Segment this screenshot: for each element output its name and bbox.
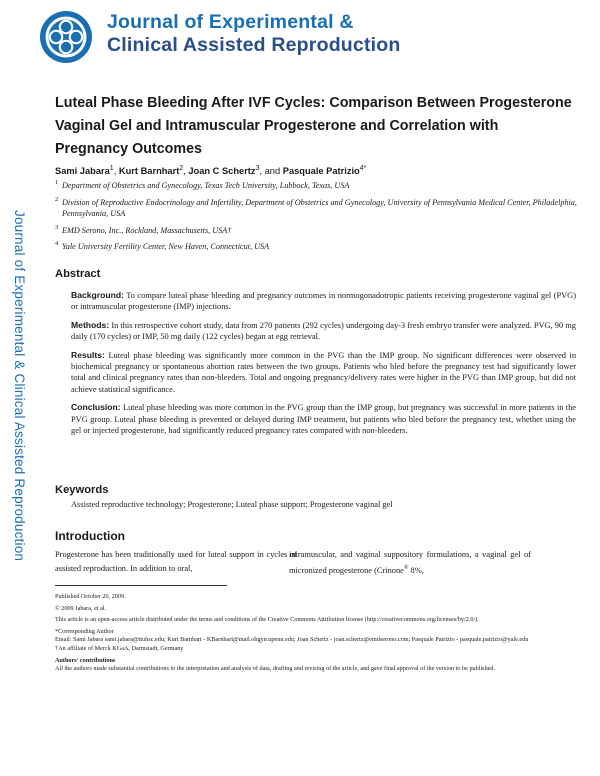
affiliation bbox=[55, 225, 580, 237]
abstract-conclusion bbox=[71, 402, 576, 436]
affiliation bbox=[55, 197, 580, 220]
contributions-heading: Authors' contributions bbox=[55, 656, 116, 664]
abstract-methods bbox=[71, 320, 576, 343]
author-emails: Email: Sami Jabara sami.jabara@ttuhsc.edu; Kurt Barnhart - KBarnhart@mail.obgyn.upenn.edu; Joan Schertz - joan.schertz@emdserono.com; Pasquale Patrizio - pasquale.patrizio@yale.edu bbox=[55, 636, 529, 644]
author-list: Sami Jabara$^1$, Kurt Barnhart$^2$, Joan C Schertz$^3$, and Pasquale Patrizio$^{4*}$ bbox=[55, 165, 367, 177]
affiliation-text: Yale University Fertility Center, New Haven, Connecticut, USA bbox=[62, 242, 270, 251]
footnotes bbox=[55, 593, 580, 677]
journal-title-line2: Clinical Assisted Reproduction bbox=[107, 34, 401, 56]
side-journal-title: Journal of Experimental & Clinical Assisted Reproduction bbox=[12, 210, 27, 562]
license-note: This article is an open-access article distributed under the terms and conditions of the Creative Commons Attribution license (http://creativecommons.org/licenses/by/2.0/). bbox=[55, 616, 479, 624]
affiliation-text: Department of Obstetrics and Gynecology, Texas Tech University, Lubbock, Texas, USA bbox=[62, 181, 350, 190]
author-affil-ref: 3 bbox=[255, 165, 260, 172]
affiliation-text: EMD Serono, Inc., Rockland, Massachusetts, USA† bbox=[62, 225, 232, 235]
contributions-text: All the authors made substantial contributions to the interpretation and analysis of data, drafting and revising of the article, and gave final approval of the version to be published. bbox=[55, 665, 496, 673]
abstract-label: Conclusion: bbox=[71, 402, 121, 413]
footnote-divider bbox=[55, 585, 227, 586]
affiliation-list bbox=[55, 180, 580, 258]
journal-title-line1: Journal of Experimental & bbox=[107, 11, 354, 33]
abstract-body bbox=[71, 290, 576, 443]
abstract-text: To compare luteal phase bleeding and pregnancy outcomes in normogonadotropic patients receiving progesterone vaginal gel (PVG) or intramuscular progesterone (IMP) injections. bbox=[71, 291, 576, 312]
affiliation-number: 4 bbox=[55, 240, 59, 247]
introduction-column-2 bbox=[289, 548, 531, 577]
article-title: Luteal Phase Bleeding After IVF Cycles: Comparison Between Progesterone Vaginal Gel and Intramuscular Progesterone and Correlation with Pregnancy Outcomes bbox=[55, 95, 572, 157]
introduction-heading: Introduction bbox=[55, 529, 125, 543]
affiliation-number: 1 bbox=[55, 179, 59, 186]
abstract-background bbox=[71, 290, 576, 313]
author-name: Sami Jabara bbox=[55, 166, 110, 177]
introduction-text: intramuscular, and vaginal suppository formulations, a vaginal gel of micronized progesterone (Crinone bbox=[289, 550, 531, 575]
affiliate-note: †An affiliate of Merck KGaA, Darmstadt, Germany bbox=[55, 644, 184, 652]
author-affil-ref: 2 bbox=[179, 165, 184, 172]
affiliation bbox=[55, 180, 580, 192]
registered-mark: ® bbox=[403, 564, 409, 571]
author-and: and bbox=[264, 166, 281, 177]
abstract-text: Luteal phase bleeding was more common in the PVG group than the IMP group, but pregnancy was successful in more patients in the PVG group. Luteal phase bleeding is prevented or delayed during IMP treatment, but patients who bled before the pregnancy test, whether using the gel or injected progesterone, had significantly reduced pregnancy rates compared with non-bleeders. bbox=[71, 403, 576, 436]
published-date: Published October 20, 2009. bbox=[55, 593, 126, 600]
affiliation bbox=[55, 241, 580, 253]
abstract-text: In this retrospective cohort study, data from 270 patients (292 cycles) undergoing day-3 fresh embryo transfer were analyzed. PVG, 90 mg daily (170 cycles) or IMP, 50 mg daily (122 cycles) began at egg retrieval. bbox=[71, 320, 576, 342]
abstract-heading: Abstract bbox=[55, 268, 101, 280]
author-name: Pasquale Patrizio bbox=[282, 166, 360, 177]
author-name: Joan C Schertz bbox=[188, 166, 256, 177]
keywords-text: Assisted reproductive technology; Progesterone; Luteal phase support; Progesterone vaginal gel bbox=[71, 500, 393, 509]
introduction-column-1: Progesterone has been traditionally used for luteal support in cycles of assisted reproduction. In addition to oral, bbox=[55, 550, 297, 573]
keywords-heading: Keywords bbox=[55, 484, 109, 496]
author-affil-ref: 1 bbox=[109, 165, 114, 172]
introduction-text: 8%, bbox=[408, 565, 424, 575]
abstract-results bbox=[71, 350, 576, 396]
journal-title bbox=[107, 11, 401, 57]
journal-logo-icon bbox=[38, 9, 94, 65]
corresponding-author: *Corresponding Author bbox=[55, 627, 114, 635]
affiliation-number: 3 bbox=[55, 223, 59, 231]
abstract-label: Background: bbox=[71, 290, 124, 300]
abstract-label: Results: bbox=[71, 349, 105, 360]
abstract-text: Luteal phase bleeding was significantly more common in the PVG than the IMP group. No significant differences were observed in biochemical pregnancy or spontaneous abortion rates between the two groups. Patients who bled before the pregnancy test had significantly lower total and clinical pregnancy rates than non-bleeders. Total and ongoing pregnancy/delivery rates were higher in the PVG than IMP group, but did not achieve statistical significance. bbox=[71, 350, 577, 394]
copyright: © 2009 Jabara, et al. bbox=[55, 604, 107, 612]
author-name: Kurt Barnhart bbox=[118, 166, 180, 177]
affiliation-number: 2 bbox=[55, 195, 59, 203]
affiliation-text: Division of Reproductive Endocrinology and Infertility, Department of Obstetrics and Gynecology, University of Pennsylvania Medical Center, Philadelphia, Pennsylvania, USA bbox=[62, 197, 577, 218]
abstract-label: Methods: bbox=[71, 319, 110, 330]
author-affil-ref: 4* bbox=[359, 165, 367, 172]
